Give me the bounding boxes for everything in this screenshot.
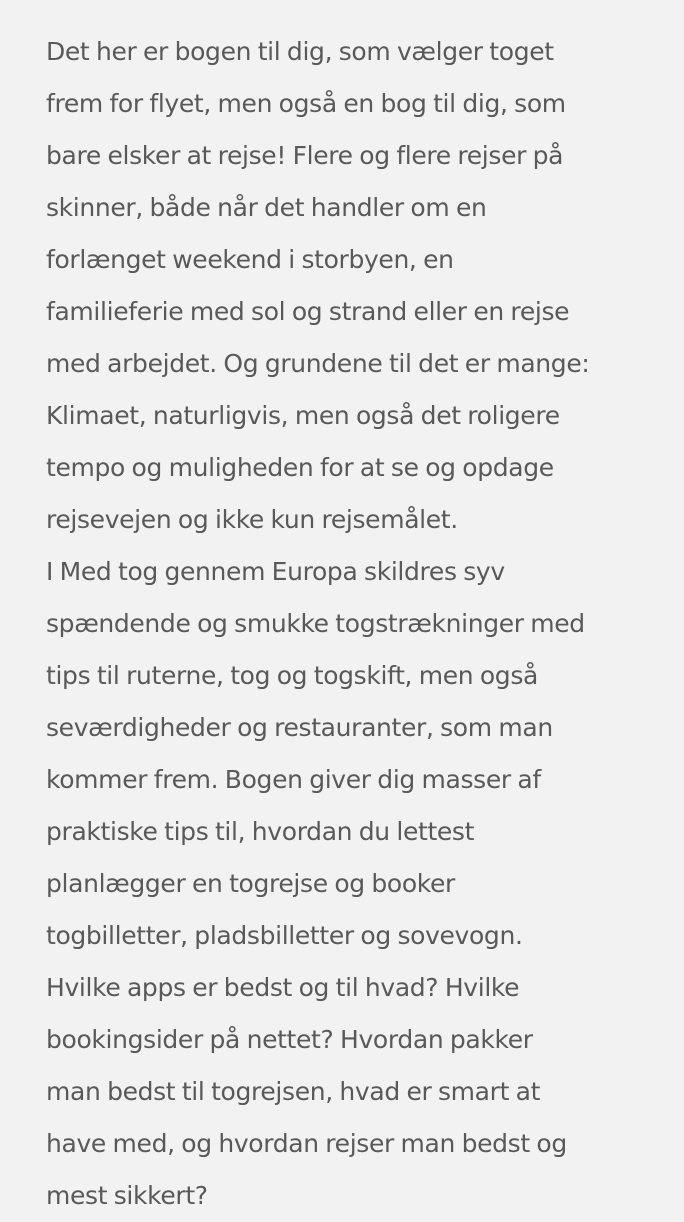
- book-description: [46, 26, 680, 1222]
- description-paragraph-1: [46, 26, 680, 546]
- text-line: tips til ruterne, tog og togskift, men også: [46, 661, 538, 690]
- text-line: have med, og hvordan rejser man bedst og: [46, 1129, 567, 1158]
- description-paragraph-2: [46, 546, 680, 1222]
- text-line: spændende og smukke togstrækninger med: [46, 609, 585, 638]
- text-line: familieferie med sol og strand eller en rejse: [46, 297, 570, 326]
- text-line: rejsevejen og ikke kun rejsemålet.: [46, 505, 458, 534]
- text-line: tempo og muligheden for at se og opdage: [46, 453, 554, 482]
- text-line: I Med tog gennem Europa skildres syv: [46, 557, 505, 586]
- text-line: bookingsider på nettet? Hvordan pakker: [46, 1025, 533, 1054]
- text-line: Klimaet, naturligvis, men også det roligere: [46, 401, 560, 430]
- text-line: planlægger en togrejse og booker: [46, 869, 455, 898]
- text-line: Det her er bogen til dig, som vælger toget: [46, 37, 554, 66]
- text-line: seværdigheder og restauranter, som man: [46, 713, 553, 742]
- text-line: togbilletter, pladsbilletter og sovevogn.: [46, 921, 523, 950]
- text-line: praktiske tips til, hvordan du lettest: [46, 817, 475, 846]
- text-line: man bedst til togrejsen, hvad er smart at: [46, 1077, 541, 1106]
- text-line: med arbejdet. Og grundene til det er mange:: [46, 349, 590, 378]
- text-line: frem for flyet, men også en bog til dig, som: [46, 89, 566, 118]
- text-line: kommer frem. Bogen giver dig masser af: [46, 765, 541, 794]
- text-line: forlænget weekend i storbyen, en: [46, 245, 454, 274]
- text-line: bare elsker at rejse! Flere og flere rejser på: [46, 141, 564, 170]
- text-line: skinner, både når det handler om en: [46, 193, 487, 222]
- text-line: Hvilke apps er bedst og til hvad? Hvilke: [46, 973, 520, 1002]
- text-line: mest sikkert?: [46, 1181, 208, 1210]
